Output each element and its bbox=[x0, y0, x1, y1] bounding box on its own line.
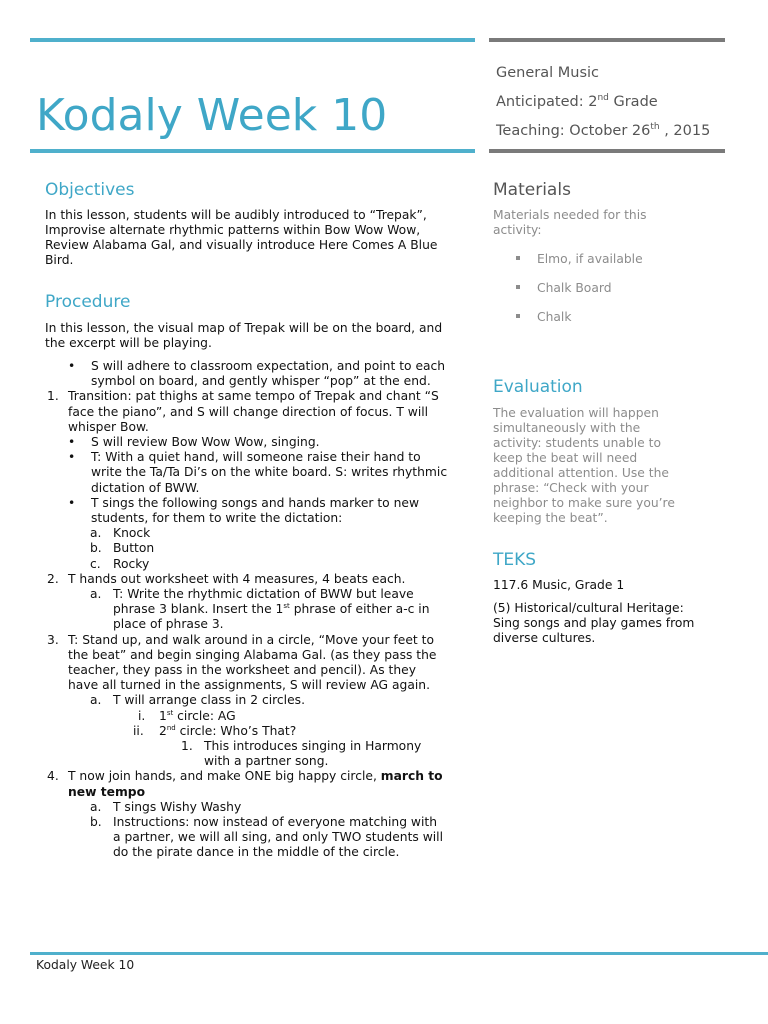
list-number: c. bbox=[90, 556, 101, 571]
list-number: b. bbox=[90, 815, 102, 829]
procedure-line-text: symbol on board, and gently whisper “pop” at the end. bbox=[91, 374, 431, 389]
subject-label: General Music bbox=[496, 65, 600, 81]
materials-item: Chalk bbox=[516, 310, 571, 324]
header-top-rule-right bbox=[489, 38, 725, 42]
teaching-date: Teaching: October 26th , 2015 bbox=[496, 122, 711, 139]
procedure-line-text: Rocky bbox=[113, 556, 150, 571]
procedure-line-text: T will arrange class in 2 circles. bbox=[113, 693, 305, 708]
footer-text: Kodaly Week 10 bbox=[36, 958, 135, 972]
bullet-square-icon bbox=[516, 314, 520, 318]
list-number: a. bbox=[90, 526, 102, 541]
procedure-line-text: the beat” and begin singing Alabama Gal. (as they pass the bbox=[68, 647, 437, 662]
procedure-line-text: do the pirate dance in the middle of the circle. bbox=[113, 845, 400, 860]
list-number: a. bbox=[90, 799, 102, 814]
objectives-text: In this lesson, students will be audibly introduced to “Trepak”, Improvise alternate rhythmic patterns within Bow Wow Wow, Review Alabama Gal, and visually introduce Here Comes A Blue Bird. bbox=[45, 208, 438, 267]
procedure-line-text: face the piano”, and S will change direction of focus. T will bbox=[68, 404, 429, 419]
procedure-line-text: write the Ta/Ta Di’s on the white board. S: writes rhythmic bbox=[91, 465, 448, 480]
procedure-line-text: students, for them to write the dictation: bbox=[91, 511, 343, 525]
list-number: 2. bbox=[47, 571, 59, 586]
procedure-line-text: Button bbox=[113, 541, 155, 556]
procedure-line-text: T sings the following songs and hands marker to new bbox=[91, 495, 420, 510]
teks-standard: 117.6 Music, Grade 1 bbox=[493, 578, 625, 592]
teks-description: (5) Historical/cultural Heritage: Sing songs and play games from diverse cultures. bbox=[493, 601, 695, 645]
evaluation-heading: Evaluation bbox=[493, 377, 583, 397]
procedure-heading: Procedure bbox=[45, 292, 131, 312]
footer-rule bbox=[30, 952, 768, 955]
procedure-line-text: have all turned in the assignments, S will review AG again. bbox=[68, 678, 430, 693]
bullet-square-icon bbox=[516, 285, 520, 289]
procedure-line-text: with a partner song. bbox=[204, 754, 329, 769]
list-number: b. bbox=[90, 541, 102, 556]
procedure-line-text: new tempo bbox=[68, 784, 146, 799]
teks-heading: TEKS bbox=[493, 550, 537, 570]
procedure-line-text: T hands out worksheet with 4 measures, 4 beats each. bbox=[68, 571, 406, 586]
objectives-heading: Objectives bbox=[45, 180, 135, 200]
list-number: ii. bbox=[133, 723, 144, 738]
procedure-line-text: phrase 3 blank. Insert the 1st phrase of either a-c in bbox=[113, 602, 430, 617]
procedure-line-text: dictation of BWW. bbox=[91, 480, 200, 495]
procedure-line-text: Transition: pat thighs at same tempo of Trepak and chant “S bbox=[68, 389, 439, 404]
procedure-line-text: S will review Bow Wow Wow, singing. bbox=[91, 435, 320, 449]
procedure-line-text: T sings Wishy Washy bbox=[113, 799, 242, 814]
header-top-rule bbox=[30, 38, 475, 42]
procedure-line-text: 2nd circle: Who’s That? bbox=[159, 723, 297, 738]
bullet-marker: • bbox=[68, 495, 76, 510]
procedure-line-text: place of phrase 3. bbox=[113, 617, 224, 632]
header-bottom-rule-right bbox=[489, 149, 725, 153]
procedure-line-text: T: Write the rhythmic dictation of BWW but leave bbox=[113, 587, 414, 601]
procedure-line-text: Instructions: now instead of everyone matching with bbox=[113, 815, 438, 829]
list-number: 1. bbox=[181, 739, 193, 753]
procedure-line-text: T now join hands, and make ONE big happy circle, march to bbox=[68, 769, 443, 784]
list-number: 3. bbox=[47, 632, 59, 647]
bullet-marker: • bbox=[68, 435, 76, 449]
anticipated-grade: Anticipated: 2nd Grade bbox=[496, 93, 658, 110]
procedure-line-text: S will adhere to classroom expectation, and point to each bbox=[91, 359, 446, 373]
procedure-intro: In this lesson, the visual map of Trepak will be on the board, and the excerpt will be playing. bbox=[45, 321, 443, 350]
list-number: 4. bbox=[47, 769, 59, 784]
procedure-line-text: Knock bbox=[113, 526, 151, 541]
bullet-marker: • bbox=[68, 450, 76, 465]
procedure-line-text: This introduces singing in Harmony bbox=[204, 739, 422, 753]
header-bottom-rule bbox=[30, 149, 475, 153]
evaluation-text: The evaluation will happen simultaneously with the activity: students unable to keep the beat will need additional attention. Use the phrase: “Check with your neighbor to make sure you’re keeping the beat”. bbox=[493, 406, 675, 525]
list-number: a. bbox=[90, 587, 102, 601]
procedure-line-text: 1st circle: AG bbox=[159, 708, 236, 723]
materials-intro: Materials needed for this activity: bbox=[493, 208, 647, 237]
bullet-square-icon bbox=[516, 256, 520, 260]
list-number: i. bbox=[138, 708, 146, 723]
materials-item: Chalk Board bbox=[516, 281, 612, 295]
list-number: 1. bbox=[47, 389, 59, 404]
page-title: Kodaly Week 10 bbox=[36, 90, 388, 141]
list-number: a. bbox=[90, 693, 102, 708]
materials-heading: Materials bbox=[493, 180, 571, 200]
procedure-line-text: a partner, we will all sing, and only TWO students will bbox=[113, 830, 444, 845]
procedure-line-text: whisper Bow. bbox=[68, 419, 149, 434]
procedure-line-text: T: Stand up, and walk around in a circle, “Move your feet to bbox=[68, 632, 434, 647]
bullet-marker: • bbox=[68, 359, 76, 373]
procedure-line-text: teacher, they pass in the worksheet and pencil). As they bbox=[68, 663, 416, 677]
procedure-line-text: T: With a quiet hand, will someone raise their hand to bbox=[91, 450, 421, 465]
materials-item: Elmo, if available bbox=[516, 252, 643, 266]
